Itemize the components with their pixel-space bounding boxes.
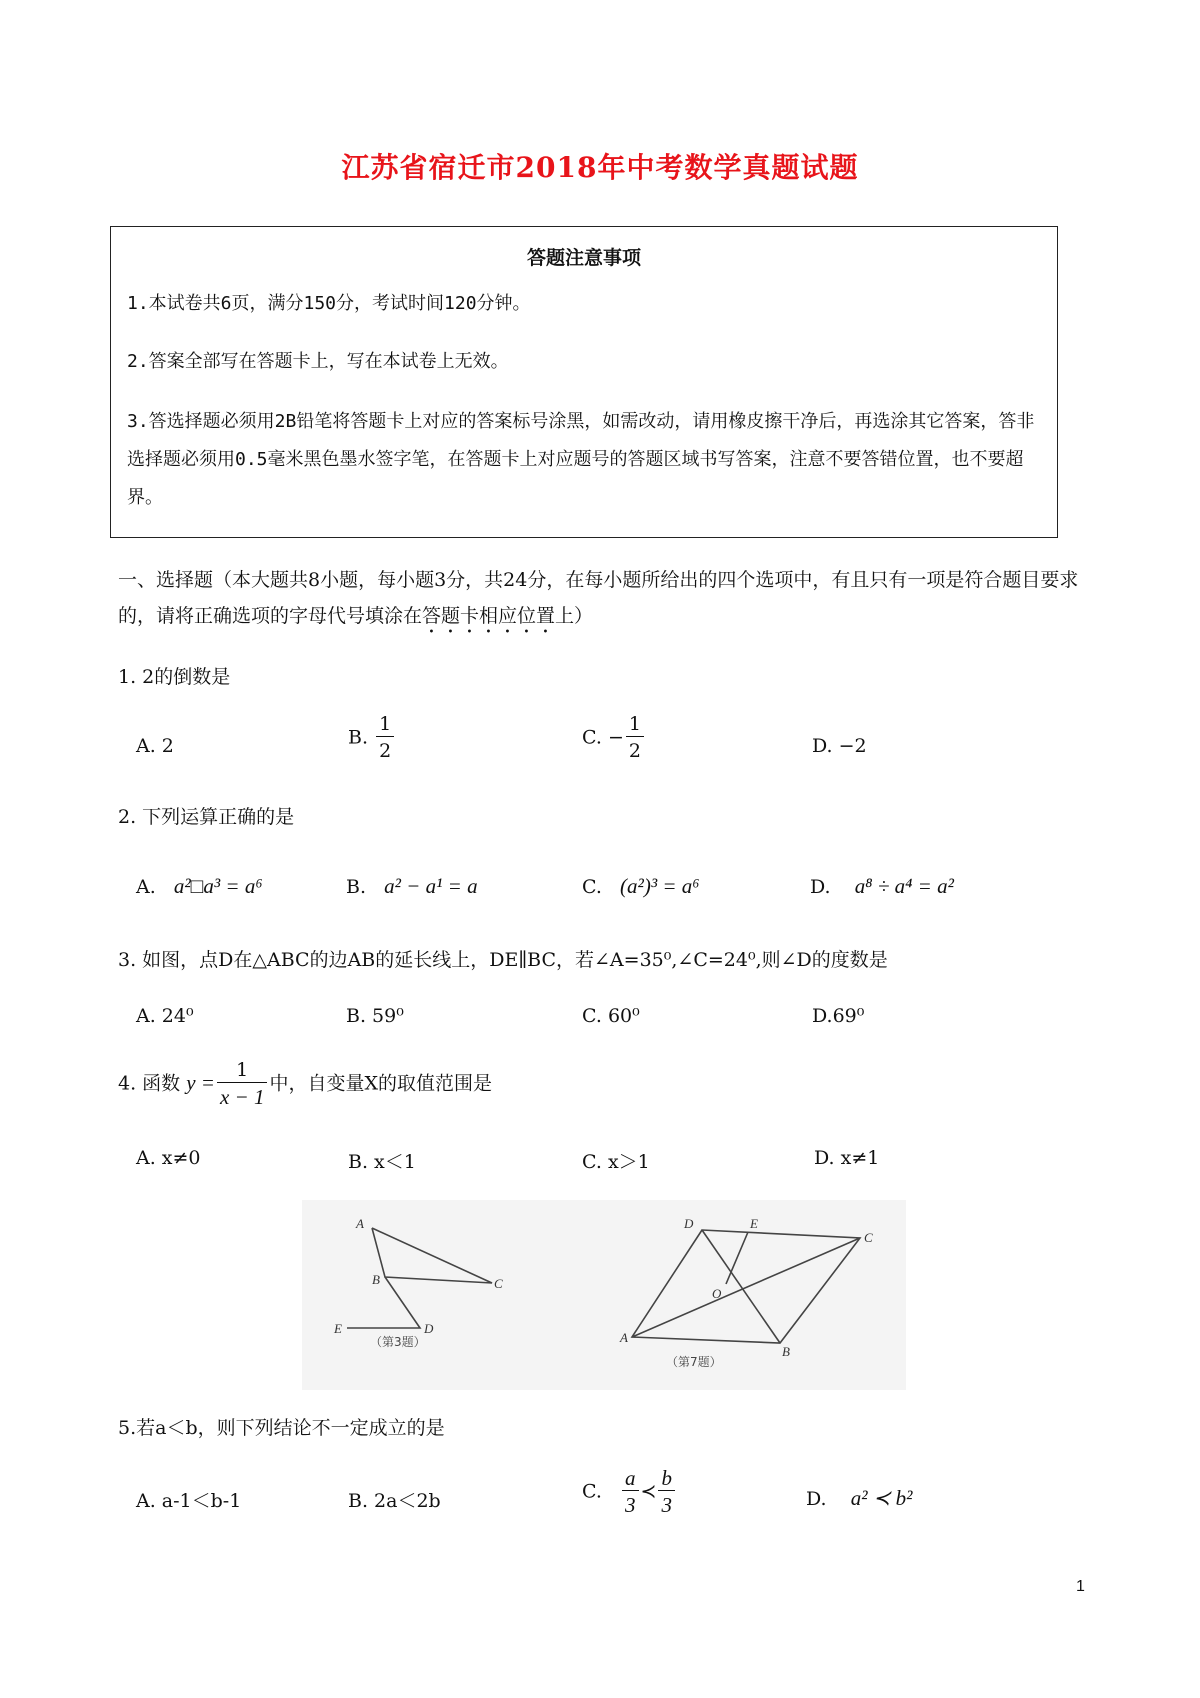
q5-option-c-right-fraction bbox=[658, 1466, 675, 1519]
fraction-numerator: 1 bbox=[376, 712, 394, 737]
notice-box bbox=[110, 226, 1058, 538]
q2-option-d-label: D. bbox=[810, 876, 831, 898]
section-instructions bbox=[118, 562, 1098, 638]
fig7-segment-eo bbox=[726, 1232, 748, 1284]
q5-option-d-expr: a² ≺ b² bbox=[850, 1486, 913, 1510]
q5-option-c-relation: ≺ bbox=[640, 1480, 657, 1503]
q1-option-d: D. −2 bbox=[812, 735, 867, 757]
notice-item-1: 1.本试卷共6页，满分150分，考试时间120分钟。 bbox=[127, 293, 531, 314]
fraction-denominator: 3 bbox=[661, 1493, 672, 1517]
notice-item-3: 3.答选择题必须用2B铅笔将答题卡上对应的答案标号涂黑，如需改动，请用橡皮擦干净后，再选涂其它答案，答非选择题必须用0.5毫米黑色墨水签字笔，在答题卡上对应题号的答题区域书写答案，注意不要答错位置，也不要超界。 bbox=[127, 411, 1035, 508]
q1-option-c-label: C. bbox=[582, 726, 602, 749]
q1-option-a: A. 2 bbox=[136, 735, 174, 757]
fig7-label-c: C bbox=[864, 1230, 873, 1245]
q4-option-a: A. x≠0 bbox=[136, 1147, 201, 1169]
q2-option-d-expr: a⁸ ÷ a⁴ = a² bbox=[854, 874, 954, 898]
fig3-label-b: B bbox=[372, 1272, 380, 1287]
fig3-caption: （第3题） bbox=[370, 1335, 426, 1349]
q5-option-d-label: D. bbox=[806, 1488, 827, 1510]
q5-option-a: A. a-1＜b-1 bbox=[136, 1490, 242, 1512]
q1-option-c-fraction bbox=[626, 712, 644, 765]
section-text-end: 上） bbox=[555, 605, 594, 627]
q1-option-b-fraction bbox=[376, 712, 394, 765]
fraction-numerator: b bbox=[658, 1466, 675, 1491]
fig7-caption: （第7题） bbox=[666, 1355, 722, 1369]
q1-option-b bbox=[348, 712, 396, 765]
q4-option-b: B. x＜1 bbox=[348, 1151, 416, 1173]
q2-option-b-label: B. bbox=[346, 876, 367, 898]
q2-option-d bbox=[810, 874, 954, 899]
figure-7 bbox=[619, 1216, 873, 1369]
fig7-label-b: B bbox=[782, 1344, 790, 1359]
question-1-stem: 1. 2的倒数是 bbox=[118, 666, 231, 688]
figures-panel bbox=[302, 1200, 906, 1390]
fig7-label-a: A bbox=[620, 1330, 628, 1345]
fraction-numerator: a bbox=[622, 1466, 639, 1491]
page-title: 江苏省宿迁市2018年中考数学真题试题 bbox=[341, 151, 859, 184]
q3-option-c: C. 60⁰ bbox=[582, 1005, 640, 1027]
question-3-stem: 3. 如图，点D在△ABC的边AB的延长线上，DE∥BC，若∠A=35⁰,∠C=24⁰,则∠D的度数是 bbox=[118, 949, 888, 971]
q4-option-d: D. x≠1 bbox=[814, 1147, 880, 1169]
fraction-denominator: 3 bbox=[625, 1493, 636, 1517]
fraction-denominator: 2 bbox=[379, 740, 392, 762]
q4-stem-suffix: 中，自变量X的取值范围是 bbox=[269, 1072, 492, 1095]
q2-option-c-expr: (a²)³ = a⁶ bbox=[620, 874, 700, 898]
fig3-label-a: A bbox=[356, 1216, 364, 1231]
q3-option-a: A. 24⁰ bbox=[136, 1005, 194, 1027]
q1-option-c bbox=[582, 712, 646, 765]
q4-function-fraction bbox=[217, 1058, 268, 1111]
q2-option-a-label: A. bbox=[136, 876, 156, 898]
q2-option-c bbox=[582, 874, 700, 899]
q5-option-d bbox=[806, 1486, 912, 1511]
q1-option-c-sign: − bbox=[607, 726, 624, 749]
q4-stem-prefix: 4. 函数 bbox=[118, 1072, 181, 1095]
question-4-stem bbox=[118, 1058, 492, 1111]
fig7-diagonal-ac bbox=[632, 1238, 860, 1337]
figure-3 bbox=[333, 1216, 503, 1349]
q5-option-c-left-fraction bbox=[622, 1466, 639, 1519]
fig3-segment-bde bbox=[347, 1277, 420, 1328]
question-2-stem: 2. 下列运算正确的是 bbox=[118, 806, 295, 828]
q4-function-lhs: y = bbox=[186, 1070, 215, 1095]
fraction-denominator: 2 bbox=[628, 740, 641, 762]
q5-option-c bbox=[582, 1466, 677, 1519]
fig7-parallelogram bbox=[632, 1230, 860, 1343]
notice-item-2: 2.答案全部写在答题卡上，写在本试卷上无效。 bbox=[127, 351, 509, 372]
q2-option-a-expr: a²□a³ = a⁶ bbox=[173, 874, 263, 898]
fig3-label-c: C bbox=[494, 1276, 503, 1291]
fraction-numerator: 1 bbox=[217, 1058, 268, 1083]
notice-heading: 答题注意事项 bbox=[526, 247, 641, 269]
q2-option-a bbox=[136, 874, 263, 899]
fig3-label-e: E bbox=[334, 1321, 342, 1336]
figures-svg bbox=[302, 1200, 906, 1390]
section-emphasis: 答题卡相应位置 bbox=[422, 605, 556, 627]
question-5-stem: 5.若a＜b，则下列结论不一定成立的是 bbox=[118, 1417, 445, 1439]
q4-option-c: C. x＞1 bbox=[582, 1151, 650, 1173]
q1-option-b-label: B. bbox=[348, 726, 369, 749]
q5-option-c-label: C. bbox=[582, 1480, 602, 1503]
q5-option-b: B. 2a＜2b bbox=[348, 1490, 441, 1512]
fig3-triangle-abc bbox=[372, 1228, 492, 1283]
q2-option-b bbox=[346, 874, 478, 899]
q3-option-b: B. 59⁰ bbox=[346, 1005, 404, 1027]
q3-option-d: D.69⁰ bbox=[812, 1005, 865, 1027]
fig7-label-d: D bbox=[684, 1216, 694, 1231]
fig7-label-e: E bbox=[750, 1216, 758, 1231]
fraction-numerator: 1 bbox=[626, 712, 644, 737]
fig3-label-d: D bbox=[424, 1321, 434, 1336]
page-number: 1 bbox=[1076, 1578, 1085, 1595]
section-text: 一、选择题（本大题共8小题，每小题3分，共24分，在每小题所给出的四个选项中，有且只有一项是符合题目要求的，请将正确选项的字母代号填涂在 bbox=[118, 569, 1079, 627]
fig7-label-o: O bbox=[712, 1286, 722, 1301]
q2-option-b-expr: a² − a¹ = a bbox=[384, 874, 478, 898]
fraction-denominator: x − 1 bbox=[219, 1085, 265, 1109]
q2-option-c-label: C. bbox=[582, 876, 602, 898]
